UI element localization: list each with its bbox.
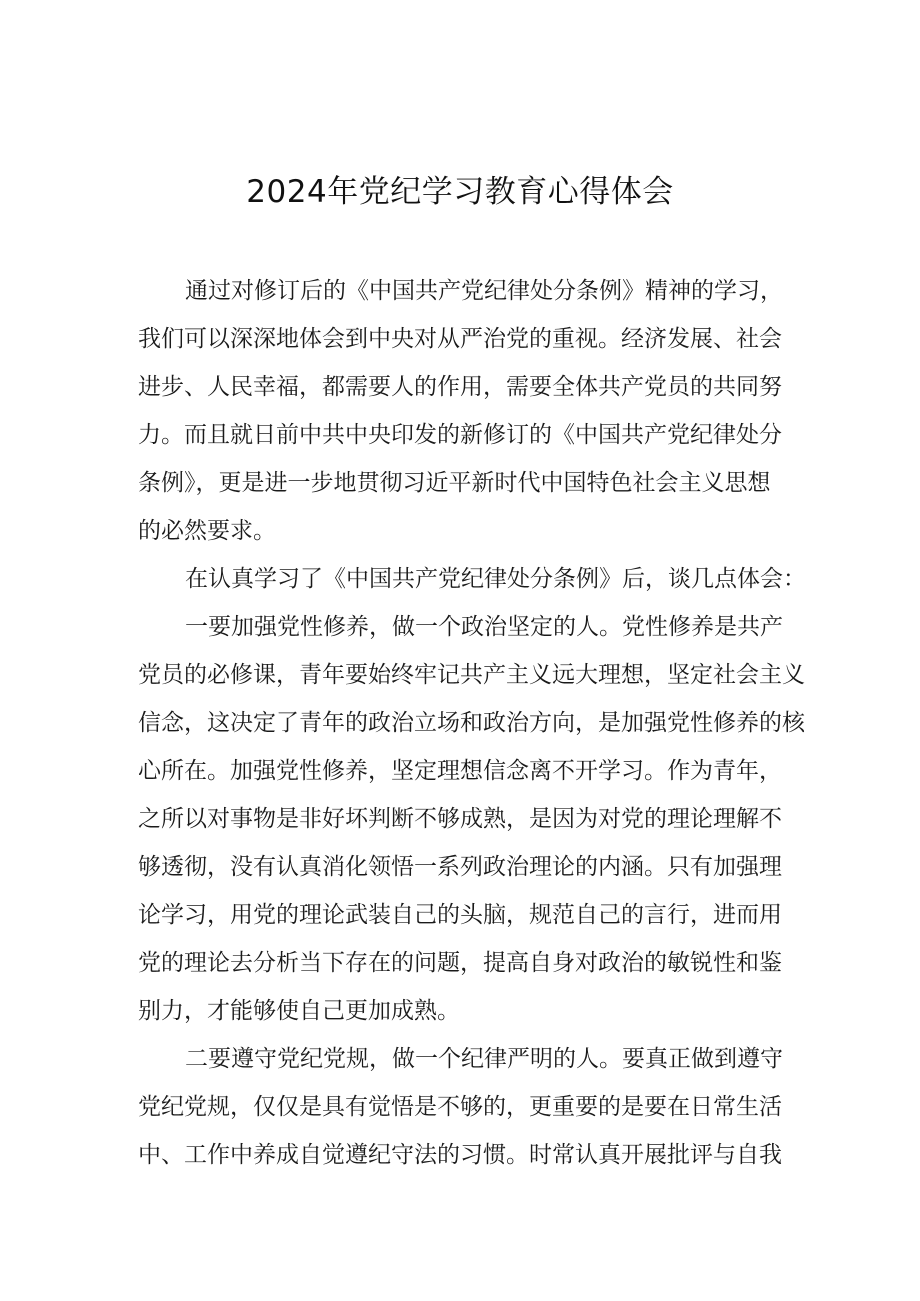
- text-line: 论学习，用党的理论武装自己的头脑，规范自己的言行，进而用: [138, 902, 782, 928]
- document-title: 2024年党纪学习教育心得体会: [246, 174, 674, 210]
- text-line: 别力，才能够使自己更加成熟。: [138, 998, 460, 1024]
- text-line: 一要加强党性修养，做一个政治坚定的人。党性修养是共产: [185, 614, 783, 640]
- paragraph: [138, 555, 806, 603]
- text-line: 我们可以深深地体会到中央对从严治党的重视。经济发展、社会: [138, 326, 782, 352]
- text-line: 条例》，更是进一步地贯彻习近平新时代中国特色社会主义思想: [138, 470, 771, 496]
- paragraph: [138, 267, 789, 555]
- text-line: 进步、人民幸福，都需要人的作用，需要全体共产党员的共同努: [138, 374, 782, 400]
- text-line: 信念，这决定了青年的政治立场和政治方向，是加强党性修养的核: [138, 710, 805, 736]
- text-line: 力。而且就日前中共中央印发的新修订的《中国共产党纪律处分: [138, 422, 782, 448]
- text-line: 二要遵守党纪党规，做一个纪律严明的人。要真正做到遵守: [185, 1046, 783, 1072]
- text-line: 够透彻，没有认真消化领悟一系列政治理论的内涵。只有加强理: [138, 854, 782, 880]
- text-line: 之所以对事物是非好坏判断不够成熟，是因为对党的理论理解不: [138, 806, 782, 832]
- text-line: 通过对修订后的《中国共产党纪律处分条例》精神的学习，: [185, 278, 783, 304]
- paragraph: [138, 1035, 789, 1179]
- text-line: 党员的必修课，青年要始终牢记共产主义远大理想，坚定社会主义: [138, 662, 805, 688]
- document-body: [138, 267, 806, 1179]
- paragraph: [138, 603, 805, 1035]
- text-line: 在认真学习了《中国共产党纪律处分条例》后，谈几点体会：: [185, 566, 806, 592]
- text-line: 党纪党规，仅仅是具有觉悟是不够的，更重要的是要在日常生活: [138, 1094, 782, 1120]
- text-line: 心所在。加强党性修养，坚定理想信念离不开学习。作为青年，: [138, 758, 782, 784]
- text-line: 的必然要求。: [138, 518, 276, 544]
- text-line: 党的理论去分析当下存在的问题，提高自身对政治的敏锐性和鉴: [138, 950, 782, 976]
- text-line: 中、工作中养成自觉遵纪守法的习惯。时常认真开展批评与自我: [138, 1142, 782, 1168]
